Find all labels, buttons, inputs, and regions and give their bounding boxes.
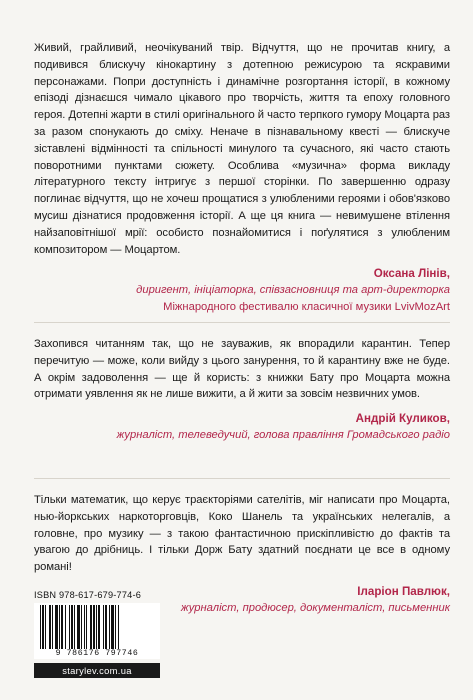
review-text: Захопився читанням так, що не зауважив, як впорадили карантин. Тепер перечитую — може, коли вийду з цього занурення, то й карантину вже не буде. А окрім задоволення — ще й користь: з книжки Бату про Моцарта можна отримати уявлення як не лише вижити, а й жити за зовсім незвичних умов. (34, 338, 450, 401)
review-author-role: диригент, ініціаторка, співзасновниця та арт-директорка (136, 284, 450, 297)
review-author-role: журналіст, продюсер, документаліст, письменник (180, 601, 450, 614)
review-author-role-line2: Міжнародного фестивалю класичної музики LvivMozArt (163, 300, 450, 313)
section-divider (34, 322, 450, 323)
review-author-name: Іларіон Павлюк, (357, 584, 450, 598)
review-author-role: журналіст, телеведучий, голова правління Громадського радіо (116, 429, 450, 442)
review-author-name: Андрій Куликов, (355, 412, 450, 426)
isbn-number: ISBN 978-617-679-774-6 (34, 590, 142, 600)
barcode (34, 603, 160, 659)
isbn-block (34, 590, 160, 679)
review-text: Тільки математик, що керує траєкторіями сателітів, міг написати про Моцарта, нью-йоркських наркоторговців, Коко Шанель та українських нелегалів, а головне, про музику — з такою фантастичною прискіпливістю до фактів та увагою до дрібниць. І тільки Дорж Бату здатний поєднати це все в одному романі! (34, 494, 450, 574)
barcode-digits: 9 786176 797746 (34, 649, 160, 659)
review-liniv (34, 40, 450, 315)
review-author-name: Оксана Лінів, (373, 267, 450, 281)
review-signature (34, 266, 450, 315)
barcode-bars (34, 603, 160, 649)
review-signature (34, 411, 450, 443)
review-kulykov (34, 336, 450, 444)
review-text: Живий, грайливий, неочікуваний твір. Відчуття, що не прочитав книгу, а подивився блискучу кінокартину з дотепною режисурою та яскравими персонажами. Попри доступність і динамічне розгортання історії, в кожному епізоді дізнаєшся чимало цікавого про творчість, життя та епоху головного героя. Дотепні жарти в стилі оригінального й часто терпкого гумору Моцарта раз за разом спонукають до сміху. Неначе в пізнавальному квесті — блискуче зіставлені відмінності та спільності минулого та сучасного, які часто стають поворотними пунктами сюжету. Особлива «музична» форма викладу літературного тексту інтригує з першої сторінки. По завершенню одразу поглинає відчуття, що не хочеш прощатися з улюбленими героями і обов'язково мусиш дізнатися продовження історії. А ще ця книга — невимушене втілення найзаповітнішої мрії: особисто познайомитися і поґулятися з улюбленим композитором — Моцартом. (34, 42, 450, 256)
publisher-website: starylev.com.ua (34, 663, 160, 678)
section-divider (34, 478, 450, 479)
